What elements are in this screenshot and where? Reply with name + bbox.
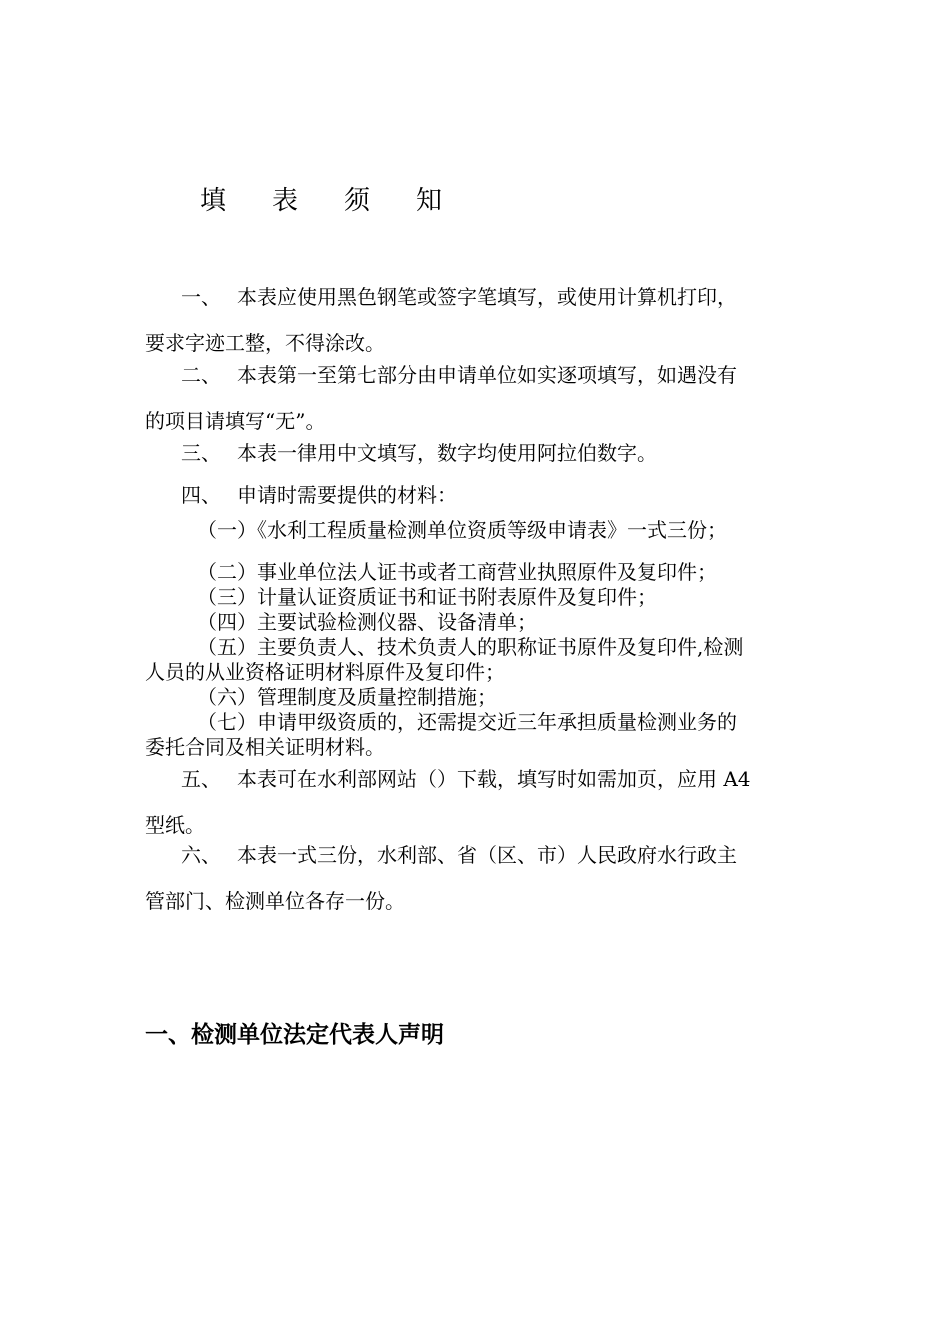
item-number: 六、	[181, 843, 221, 867]
title-char: 填	[200, 186, 227, 216]
item-text-continued: 管部门、检测单位各存一份。	[145, 889, 405, 913]
material-text: 人员的从业资格证明材料原件及复印件；	[145, 660, 505, 684]
instruction-item-3	[145, 430, 815, 476]
item-number: 三、	[181, 441, 221, 465]
page-title	[200, 180, 488, 217]
title-char: 须	[344, 186, 371, 216]
item-text-continued: 型纸。	[145, 813, 205, 837]
item-text: 本表应使用黑色钢笔或签字笔填写，或使用计算机打印，	[237, 285, 737, 309]
material-text: （三）计量认证资质证书和证书附表原件及复印件；	[197, 585, 657, 609]
item-text: 本表一式三份，水利部、省（区、市）人民政府水行政主	[237, 843, 737, 867]
title-char: 知	[416, 186, 443, 216]
item-number: 四、	[181, 483, 221, 507]
instruction-item-6	[145, 832, 815, 924]
material-text: （二）事业单位法人证书或者工商营业执照原件及复印件；	[197, 560, 717, 584]
item-number: 五、	[181, 767, 221, 791]
material-item-6	[145, 685, 815, 710]
material-item-2	[145, 560, 815, 585]
material-item-7	[145, 710, 815, 735]
item-number: 一、	[181, 285, 221, 309]
item-text: 本表第一至第七部分由申请单位如实逐项填写，如遇没有	[237, 363, 737, 387]
item-text: 本表可在水利部网站（）下载，填写时如需加页，应用 A4	[237, 767, 751, 791]
material-text: （四）主要试验检测仪器、设备清单；	[197, 610, 537, 634]
material-text: （五）主要负责人、技术负责人的职称证书原件及复印件,检测	[197, 635, 744, 659]
item-text-continued: 要求字迹工整，不得涂改。	[145, 331, 385, 355]
material-text: （一）《水利工程质量检测单位资质等级申请表》一式三份；	[197, 518, 727, 542]
section-heading: 一、检测单位法定代表人声明	[145, 1022, 444, 1048]
material-text: 委托合同及相关证明材料。	[145, 735, 385, 759]
title-char: 表	[272, 186, 299, 216]
item-text-continued: 的项目请填写“无”。	[145, 409, 326, 433]
material-item-3	[145, 585, 815, 610]
material-item-4	[145, 610, 815, 635]
material-item-5	[145, 635, 815, 660]
item-number: 二、	[181, 363, 221, 387]
instruction-item-4	[145, 472, 815, 518]
material-item-1	[145, 518, 815, 543]
item-text: 本表一律用中文填写，数字均使用阿拉伯数字。	[237, 441, 657, 465]
material-text: （六）管理制度及质量控制措施；	[197, 685, 497, 709]
material-text: （七）申请甲级资质的，还需提交近三年承担质量检测业务的	[197, 710, 737, 734]
material-item-5-continued	[145, 660, 815, 685]
item-text: 申请时需要提供的材料：	[237, 483, 457, 507]
